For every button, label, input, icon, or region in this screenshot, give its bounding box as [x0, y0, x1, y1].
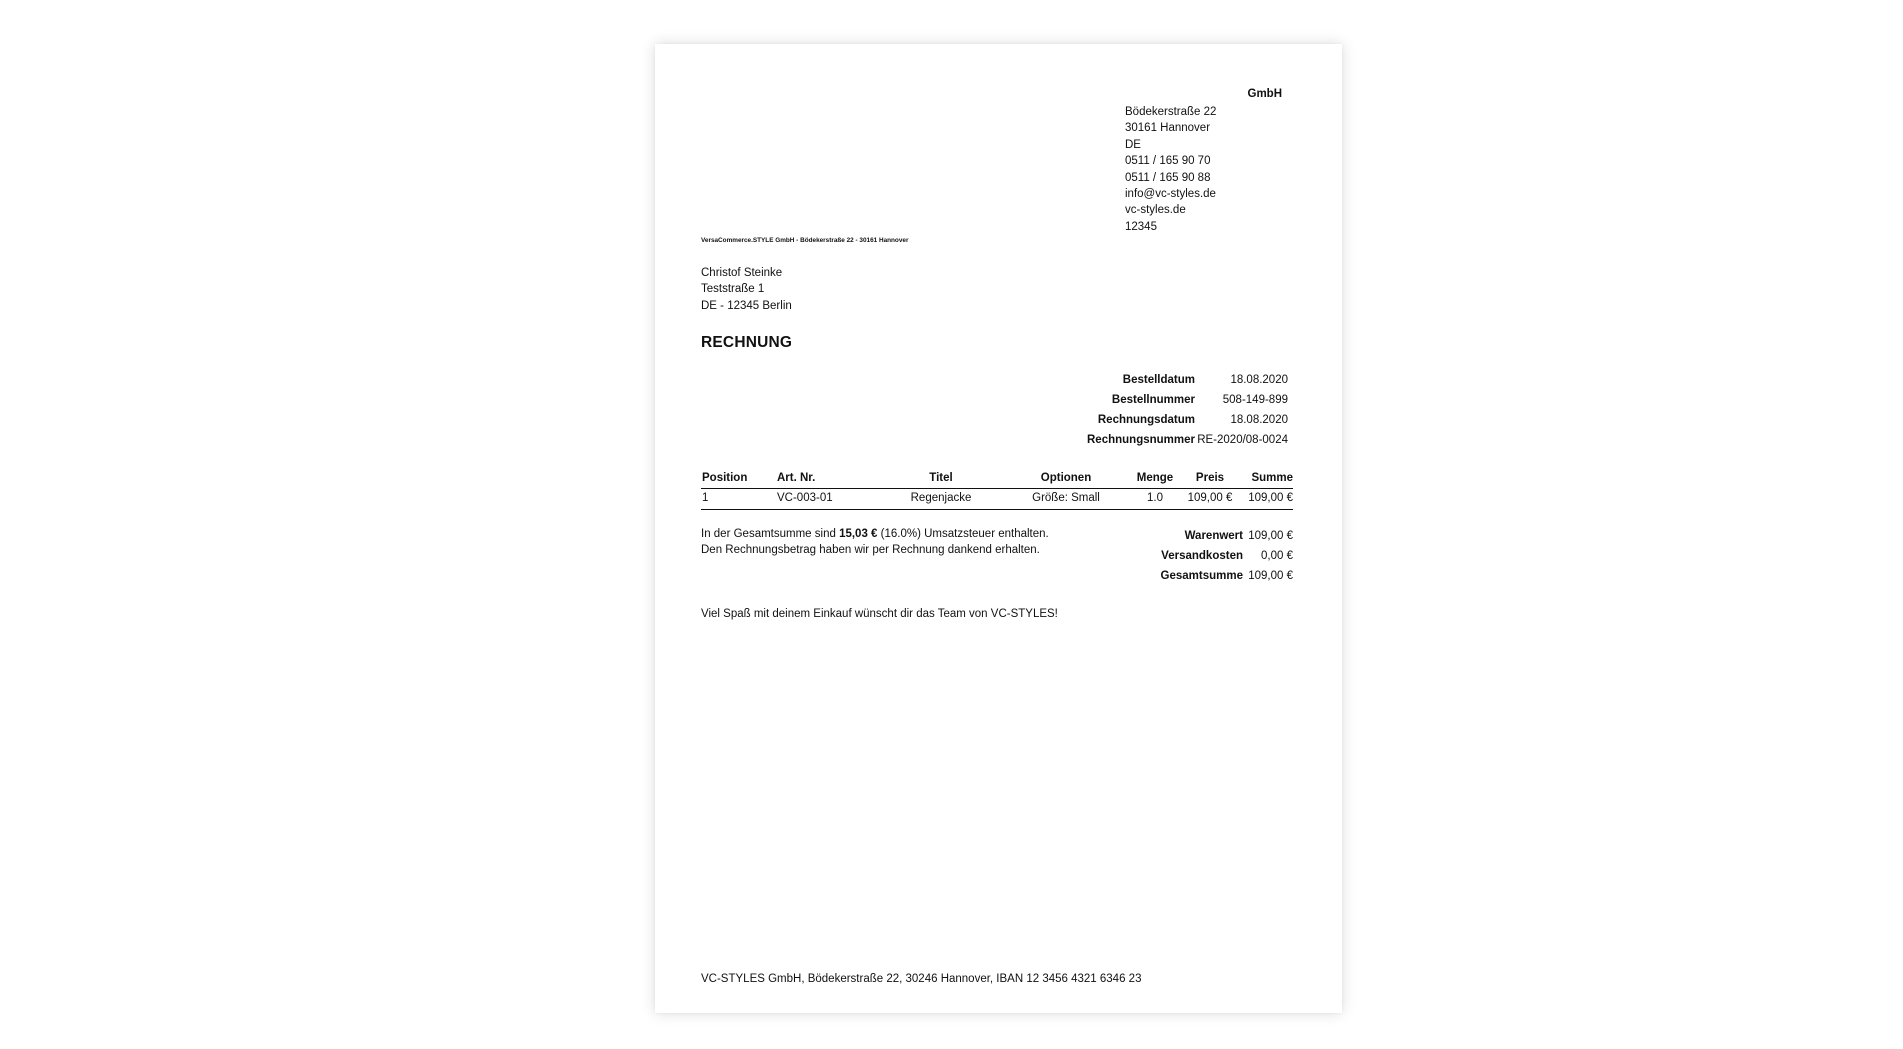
header-menge: Menge	[1136, 472, 1174, 484]
sender-address-block	[1125, 104, 1285, 235]
meta-value: 18.08.2020	[1230, 414, 1288, 426]
totals-row	[1055, 528, 1295, 548]
recipient-address	[701, 265, 792, 314]
meta-value: 508-149-899	[1222, 394, 1288, 406]
totals-block	[1055, 528, 1295, 588]
totals-value: 109,00 €	[1248, 530, 1293, 542]
closing-message: Viel Spaß mit deinem Einkauf wünscht dir das Team von VC-STYLES!	[701, 608, 1058, 620]
tax-amount: 15,03 €	[839, 528, 878, 540]
invoice-meta	[925, 372, 1295, 452]
return-address-line: VersaCommerce.STYLE GmbH - Bödekerstraße 22 - 30161 Hannover	[701, 237, 909, 244]
tax-note-line-2: Den Rechnungsbetrag haben wir per Rechnung dankend erhalten.	[701, 544, 1040, 557]
sender-country: DE	[1125, 138, 1141, 151]
recipient-city: DE - 12345 Berlin	[701, 299, 792, 312]
sender-company-name: GmbH	[1247, 88, 1282, 100]
totals-row	[1055, 568, 1295, 588]
sender-fax: 0511 / 165 90 88	[1125, 171, 1211, 184]
meta-row	[925, 432, 1295, 452]
meta-label: Rechnungsdatum	[1097, 414, 1195, 426]
tax-note-prefix: In der Gesamtsumme sind	[701, 528, 840, 540]
cell-optionen: Größe: Small	[1032, 492, 1100, 504]
meta-value: 18.08.2020	[1230, 374, 1288, 386]
header-optionen: Optionen	[1040, 472, 1092, 484]
cell-art-nr: VC-003-01	[777, 492, 833, 504]
totals-label: Gesamtsumme	[1160, 570, 1243, 582]
cell-preis: 109,00 €	[1187, 492, 1233, 504]
tax-note-suffix: (16.0%) Umsatzsteuer enthalten.	[877, 528, 1049, 540]
header-position: Position	[702, 472, 748, 484]
sender-id: 12345	[1125, 220, 1157, 233]
totals-value: 0,00 €	[1261, 550, 1293, 562]
totals-label: Versandkosten	[1161, 550, 1243, 562]
sender-email: info@vc-styles.de	[1125, 188, 1216, 201]
meta-label: Bestellnummer	[1111, 394, 1195, 406]
sender-street: Bödekerstraße 22	[1125, 106, 1217, 118]
page-footer: VC-STYLES GmbH, Bödekerstraße 22, 30246 Hannover, IBAN 12 3456 4321 6346 23	[701, 973, 1142, 985]
cell-summe: 109,00 €	[1248, 492, 1293, 504]
sender-website: vc-styles.de	[1125, 204, 1186, 217]
sender-city: 30161 Hannover	[1125, 122, 1211, 135]
invoice-page	[655, 44, 1342, 1013]
meta-row	[925, 412, 1295, 432]
table-row	[701, 489, 1293, 510]
totals-label: Warenwert	[1184, 530, 1243, 542]
header-art-nr: Art. Nr.	[777, 472, 816, 484]
totals-value: 109,00 €	[1248, 570, 1293, 582]
recipient-street: Teststraße 1	[701, 283, 765, 296]
header-titel: Titel	[929, 472, 953, 484]
items-table	[701, 469, 1293, 510]
document-title: RECHNUNG	[701, 334, 793, 351]
meta-label: Bestelldatum	[1122, 374, 1195, 386]
cell-titel: Regenjacke	[910, 492, 972, 504]
meta-value: RE-2020/08-0024	[1197, 434, 1288, 446]
header-summe: Summe	[1251, 472, 1293, 484]
sender-phone: 0511 / 165 90 70	[1125, 155, 1211, 168]
header-preis: Preis	[1195, 472, 1225, 484]
cell-menge: 1.0	[1147, 492, 1163, 504]
meta-row	[925, 372, 1295, 392]
meta-label: Rechnungsnummer	[1087, 434, 1195, 446]
meta-row	[925, 392, 1295, 412]
recipient-name: Christof Steinke	[701, 267, 783, 279]
totals-row	[1055, 548, 1295, 568]
cell-position: 1	[702, 492, 709, 504]
items-table-header	[701, 469, 1293, 489]
